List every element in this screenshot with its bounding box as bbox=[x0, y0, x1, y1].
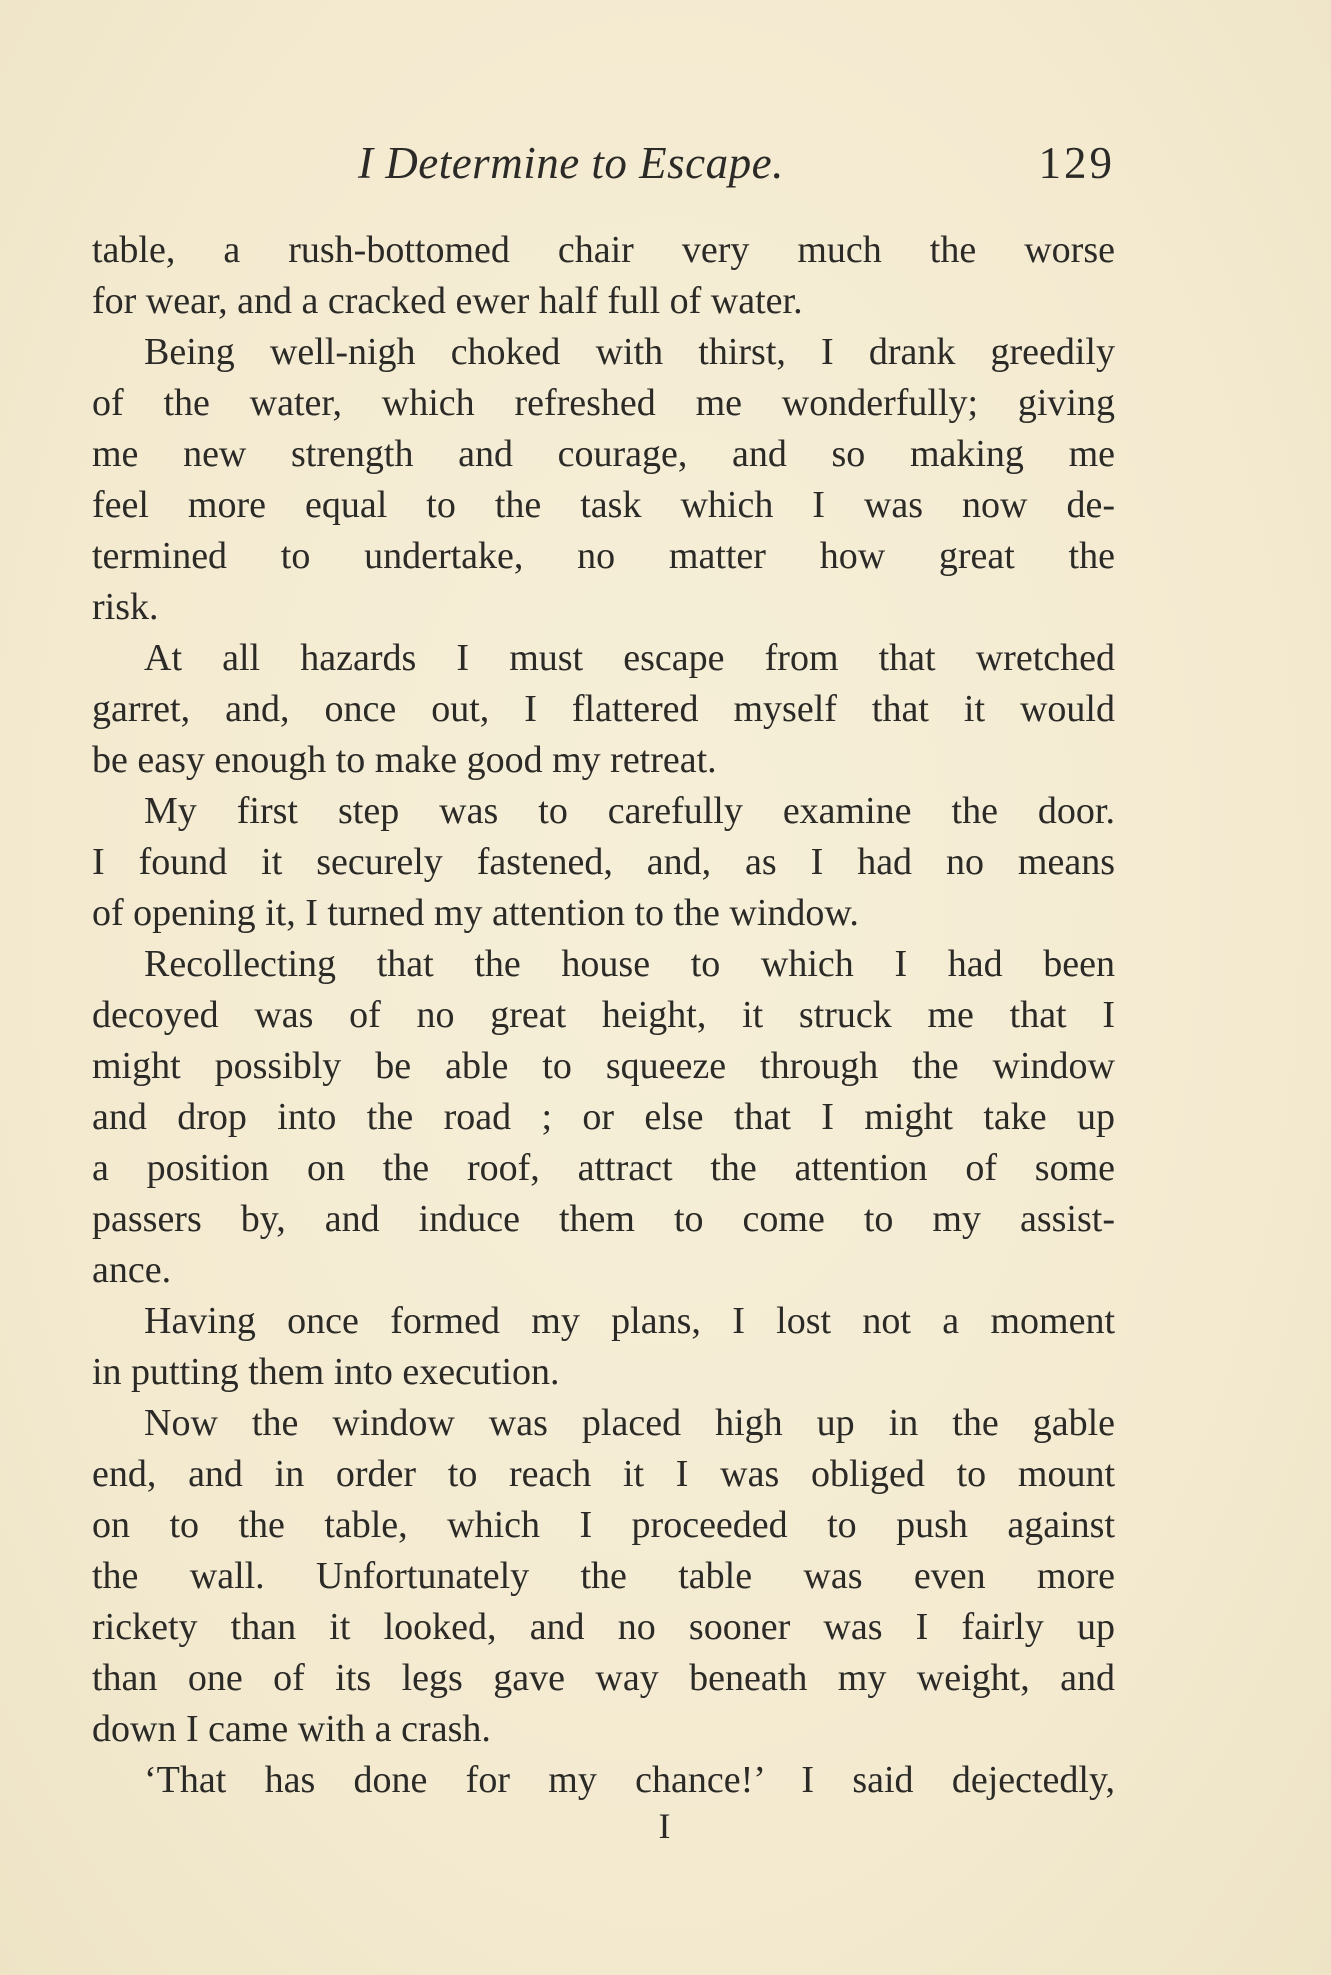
text-line: passers by, and induce them to come to my assist- bbox=[92, 1198, 1115, 1240]
text-line: ance. bbox=[92, 1249, 172, 1291]
text-line: on to the table, which I proceeded to push against bbox=[92, 1504, 1115, 1546]
page-number: 129 bbox=[1038, 138, 1115, 188]
signature-mark: I bbox=[658, 1806, 673, 1846]
text-line: Now the window was placed high up in the gable bbox=[144, 1402, 1115, 1444]
text-line: Being well-nigh choked with thirst, I drank greedily bbox=[144, 331, 1115, 373]
text-line: rickety than it looked, and no sooner was I fairly up bbox=[92, 1606, 1115, 1648]
running-title: I Determine to Escape. bbox=[358, 138, 784, 188]
text-line: be easy enough to make good my retreat. bbox=[92, 739, 717, 781]
text-line: in putting them into execution. bbox=[92, 1351, 560, 1393]
text-line: risk. bbox=[92, 586, 159, 628]
body-text bbox=[92, 225, 1115, 1806]
text-line: than one of its legs gave way beneath my weight, and bbox=[92, 1657, 1115, 1699]
text-line: ‘That has done for my chance!’ I said dejectedly, bbox=[144, 1759, 1115, 1801]
text-line: termined to undertake, no matter how great the bbox=[92, 535, 1115, 577]
text-line: might possibly be able to squeeze through the window bbox=[92, 1045, 1115, 1087]
text-line: garret, and, once out, I flattered myself that it would bbox=[92, 688, 1115, 730]
text-line: and drop into the road ; or else that I might take up bbox=[92, 1096, 1115, 1138]
page-header bbox=[90, 137, 1115, 197]
text-line: decoyed was of no great height, it struck me that I bbox=[92, 994, 1115, 1036]
text-line: me new strength and courage, and so making me bbox=[92, 433, 1115, 475]
text-line: the wall. Unfortunately the table was even more bbox=[92, 1555, 1115, 1597]
text-line: Recollecting that the house to which I had been bbox=[144, 943, 1115, 985]
text-line: I found it securely fastened, and, as I had no means bbox=[92, 841, 1115, 883]
text-line: a position on the roof, attract the attention of some bbox=[92, 1147, 1115, 1189]
text-line: My first step was to carefully examine the door. bbox=[144, 790, 1115, 832]
text-line: of the water, which refreshed me wonderfully; giving bbox=[92, 382, 1115, 424]
text-line: for wear, and a cracked ewer half full of water. bbox=[92, 280, 803, 322]
text-line: feel more equal to the task which I was now de- bbox=[92, 484, 1115, 526]
text-line: At all hazards I must escape from that wretched bbox=[144, 637, 1115, 679]
text-line: of opening it, I turned my attention to the window. bbox=[92, 892, 859, 934]
text-line: table, a rush-bottomed chair very much the worse bbox=[92, 229, 1115, 271]
text-line: Having once formed my plans, I lost not a moment bbox=[144, 1300, 1115, 1342]
text-line: end, and in order to reach it I was obliged to mount bbox=[92, 1453, 1115, 1495]
text-line: down I came with a crash. bbox=[92, 1708, 491, 1750]
